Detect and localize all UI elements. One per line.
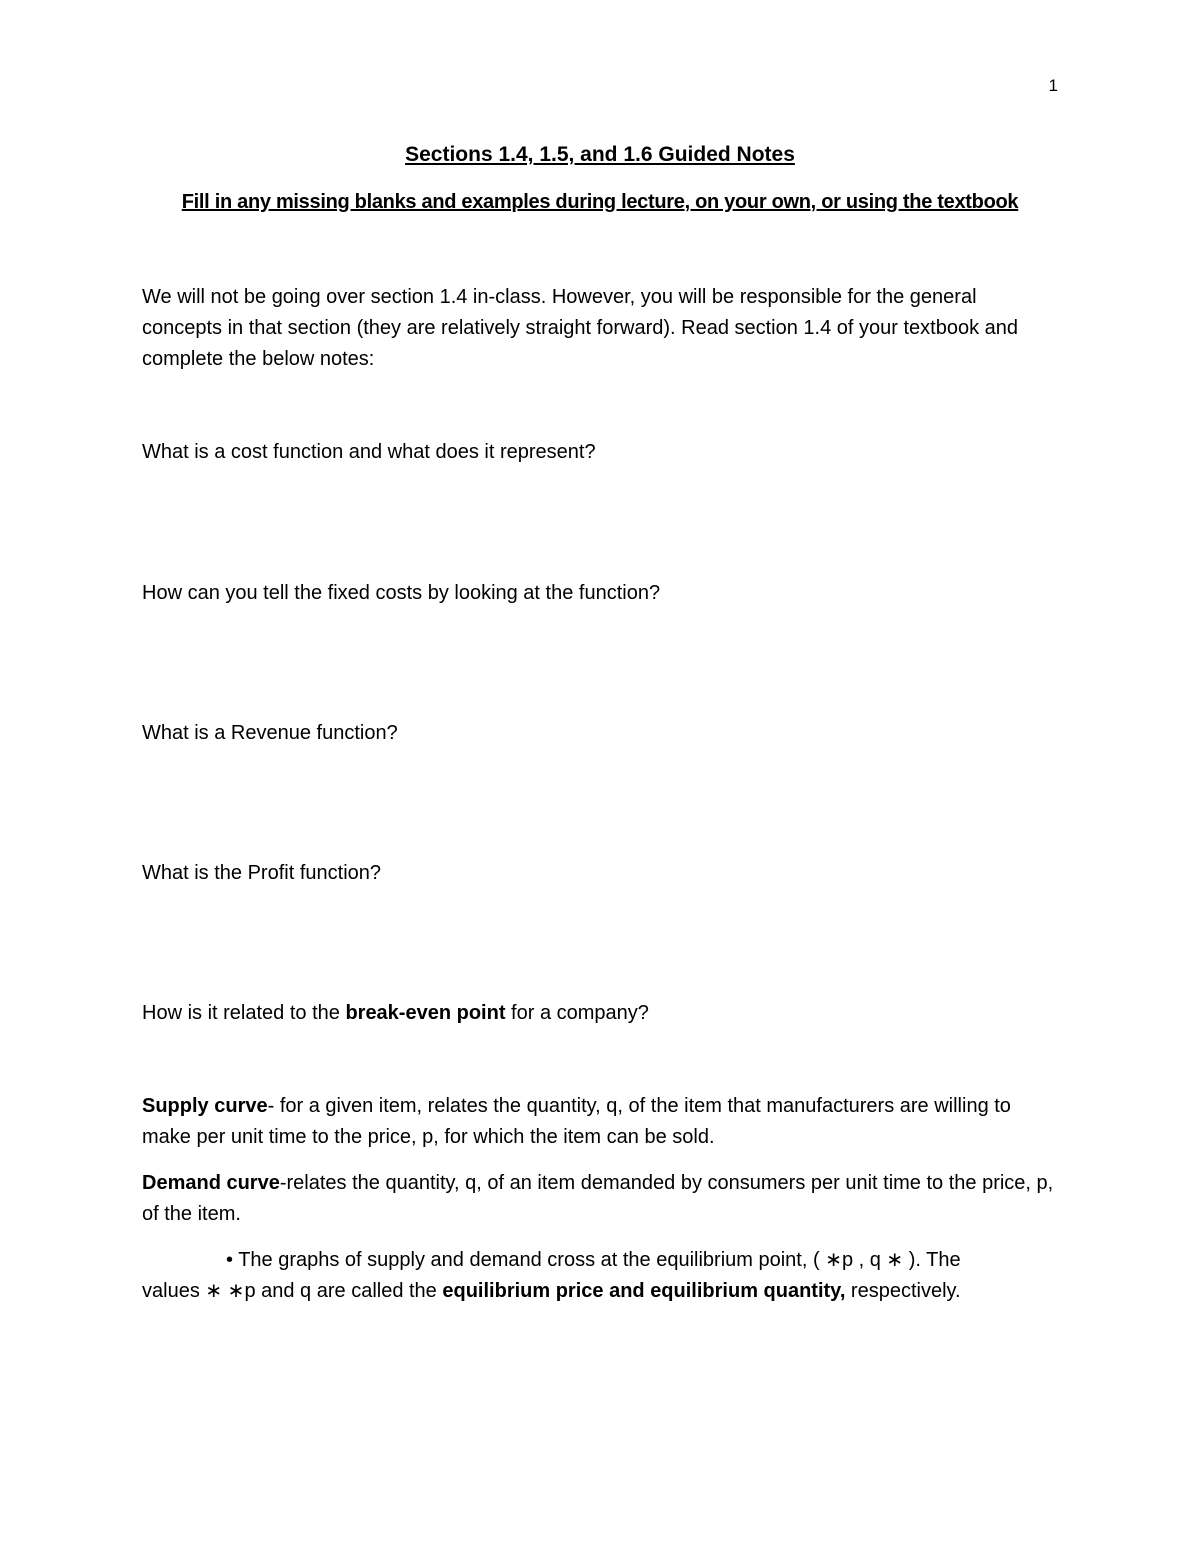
page-subtitle: Fill in any missing blanks and examples during lecture, on your own, or using the textbook	[181, 191, 1019, 213]
question-text: What is a cost function and what does it represent?	[142, 441, 596, 463]
demand-curve-text: -relates the quantity, q, of an item demanded by consumers per unit time to the price, p, of the item.	[142, 1172, 1054, 1225]
question-text: What is the Profit function?	[142, 862, 382, 884]
demand-curve-definition	[142, 1168, 1062, 1230]
page-number: 1	[1048, 76, 1058, 95]
question-text: How can you tell the fixed costs by looking at the function?	[142, 582, 661, 604]
intro-paragraph	[142, 282, 1062, 375]
page-title: Sections 1.4, 1.5, and 1.6 Guided Notes	[405, 143, 795, 166]
question-text: What is a Revenue function?	[142, 722, 398, 744]
equilibrium-term: equilibrium price and equilibrium quantity,	[442, 1280, 846, 1302]
equilibrium-bullet	[142, 1245, 1062, 1307]
question-cost-function	[142, 437, 1062, 468]
supply-definition-text	[142, 1091, 1062, 1153]
question-text	[142, 998, 1062, 1029]
supply-curve-term: Supply curve	[142, 1095, 268, 1117]
intro-text: We will not be going over section 1.4 in-class. However, you will be responsible for the general concepts in that section (they are relatively straight forward). Read section 1.4 of your textbook and complete the below notes:	[142, 286, 1019, 370]
question-break-even	[142, 998, 1062, 1029]
break-even-term: break-even point	[345, 1002, 506, 1024]
question-profit-function	[142, 858, 1062, 889]
equilibrium-line-1: • The graphs of supply and demand cross at the equilibrium point, ( ∗p , q ∗ ). The	[226, 1249, 961, 1271]
question-revenue-function	[142, 718, 1062, 749]
question-fixed-costs	[142, 578, 1062, 609]
question-text-start: How is it related to the	[142, 1002, 346, 1024]
demand-curve-term: Demand curve	[142, 1172, 280, 1194]
supply-curve-text: - for a given item, relates the quantity, q, of the item that manufacturers are willing to make per unit time to the price, p, for which the item can be sold.	[142, 1095, 1011, 1148]
equilibrium-line-2	[142, 1276, 1062, 1307]
question-text-end: for a company?	[505, 1002, 649, 1024]
supply-curve-definition	[142, 1091, 1062, 1153]
equilibrium-line-2-end: respectively.	[845, 1280, 961, 1302]
equilibrium-line-2-start: values ∗ ∗p and q are called the	[142, 1280, 443, 1302]
demand-definition-text	[142, 1168, 1062, 1230]
